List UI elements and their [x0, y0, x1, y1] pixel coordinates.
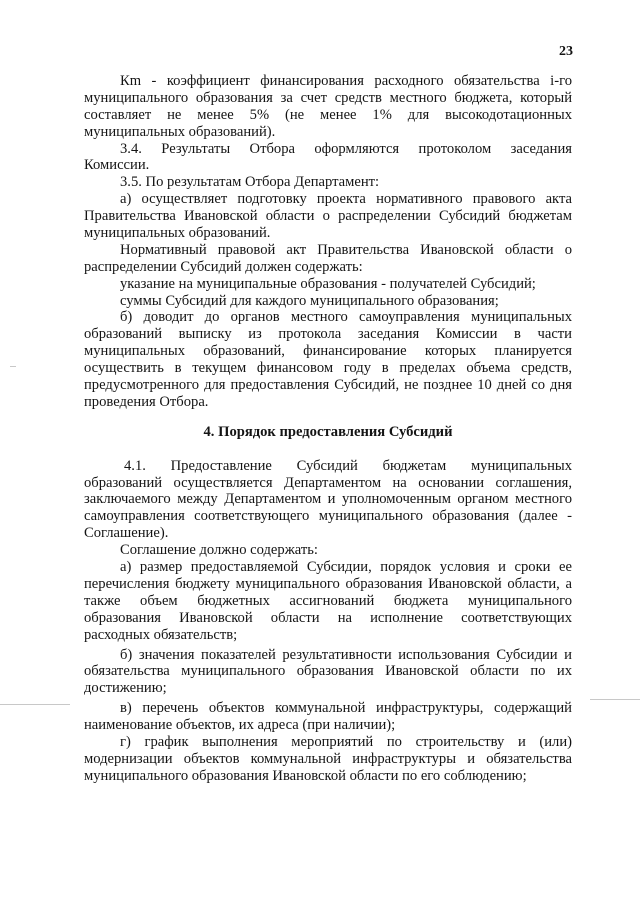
text-line: самоуправления соответствующего муниципального образования (далее -: [84, 508, 572, 525]
section-heading: 4. Порядок предоставления Субсидий: [203, 423, 453, 440]
text-line: 3.5. По результатам Отбора Департамент:: [120, 174, 380, 191]
text-line: 4.1. Предоставление Субсидий бюджетам муниципальных: [124, 457, 572, 474]
text-line: образования Ивановской области на исполнение соответствующих: [84, 609, 572, 626]
text-line: г) график выполнения мероприятий по строительству и (или): [120, 733, 572, 750]
text-line: предусмотренного для предоставления Субсидий, не позднее 10 дней со дня: [84, 377, 572, 394]
text-line: образований выписку из протокола заседания Комиссии в части: [84, 326, 572, 343]
text-line: б) значения показателей результативности использования Субсидии и: [120, 646, 572, 663]
text-line: распределении Субсидий должен содержать:: [84, 258, 363, 275]
text-line: составляет не менее 5% (не менее 1% для высокодотационных: [84, 106, 572, 123]
text-line: также объем бюджетных ассигнований бюджета муниципального: [84, 592, 572, 609]
text-line: обязательства муниципального образования Ивановской области по их: [84, 663, 572, 680]
text-line: Нормативный правовой акт Правительства Ивановской области о: [120, 241, 572, 258]
text-line: проведения Отбора.: [84, 393, 209, 410]
text-line: муниципальных образований.: [84, 225, 271, 242]
scan-artifact-line: [0, 704, 70, 705]
text-line: Соглашение должно содержать:: [120, 542, 318, 559]
text-line: Кm - коэффициент финансирования расходного обязательства i-го: [120, 73, 572, 89]
text-line: Правительства Ивановской области о распределении Субсидий бюджетам: [84, 208, 572, 225]
text-line: б) доводит до органов местного самоуправления муниципальных: [120, 309, 572, 326]
scan-artifact-line: [590, 699, 640, 700]
text-line: в) перечень объектов коммунальной инфраструктуры, содержащий: [120, 700, 572, 717]
text-line: суммы Субсидий для каждого муниципального образования;: [120, 292, 499, 309]
text-line: муниципальных образований, финансирование которых планируется: [84, 343, 572, 360]
page-number: 23: [559, 44, 573, 59]
text-line: осуществить в текущем финансовом году в пределах объема средств,: [84, 360, 572, 377]
text-line: муниципальных образований).: [84, 123, 276, 140]
text-line: достижению;: [84, 680, 167, 697]
scan-artifact-line: [10, 366, 16, 367]
text-line: а) осуществляет подготовку проекта нормативного правового акта: [120, 191, 572, 208]
text-line: модернизации объектов коммунальной инфраструктуры и обязательства: [84, 750, 572, 767]
text-line: перечисления бюджету муниципального образования Ивановской области, а: [84, 575, 572, 592]
text-line: Соглашение).: [84, 525, 169, 542]
text-line: образований осуществляется Департаментом на основании соглашения,: [84, 474, 572, 491]
text-line: заключаемого между Департаментом и уполномоченным органом местного: [84, 491, 572, 508]
text-line: 3.4. Результаты Отбора оформляются протоколом заседания: [120, 140, 572, 157]
text-line: расходных обязательств;: [84, 626, 238, 643]
text-line: муниципального образования Ивановской области по его соблюдению;: [84, 767, 527, 784]
text-line: Комиссии.: [84, 157, 150, 174]
text-line: наименование объектов, их адреса (при наличии);: [84, 717, 396, 734]
document-body: [84, 73, 572, 785]
text-line: а) размер предоставляемой Субсидии, порядок условия и сроки ее: [120, 559, 572, 576]
text-line: указание на муниципальные образования - получателей Субсидий;: [120, 275, 536, 292]
text-line: муниципального образования за счет средств местного бюджета, который: [84, 89, 572, 106]
